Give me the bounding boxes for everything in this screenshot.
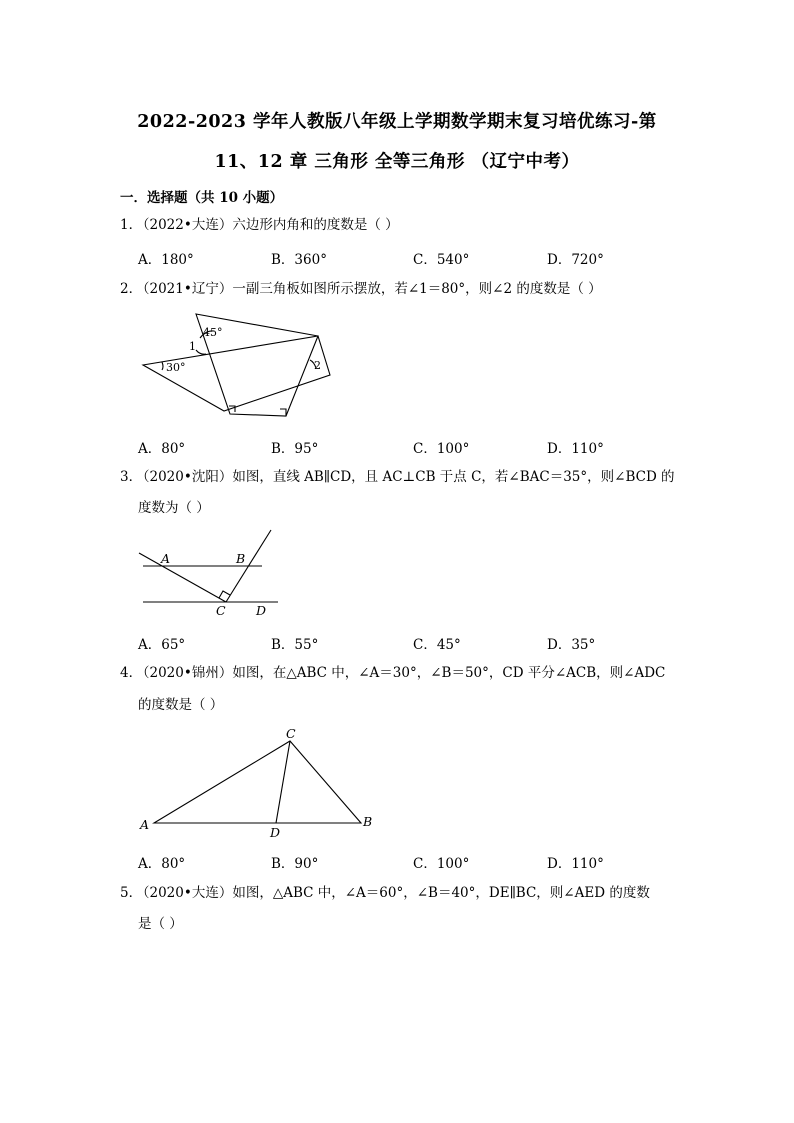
option-d: D．35° xyxy=(547,637,596,653)
label-45: 45° xyxy=(203,326,223,339)
question-text: （2020•沈阳）如图，直线 AB∥CD，且 AC⊥CB 于点 C，若∠BAC＝35°，则∠BCD 的 xyxy=(136,469,675,485)
option-d: D．720° xyxy=(547,252,604,268)
question-number: 5． xyxy=(120,885,143,901)
option-b: B．55° xyxy=(271,637,319,653)
question-4-options xyxy=(138,852,698,870)
option-a: A．180° xyxy=(138,252,194,268)
question-3-continued: 度数为（ ） xyxy=(138,500,210,516)
option-c: C．540° xyxy=(413,252,470,268)
question-text: （2021•辽宁）一副三角板如图所示摆放，若∠1＝80°，则∠2 的度数是（ ） xyxy=(136,281,602,297)
label-30: 30° xyxy=(166,361,186,374)
label-d: D xyxy=(256,603,267,618)
title-line-1: 2022-2023 学年人教版八年级上学期数学期末复习培优练习-第 xyxy=(137,112,657,132)
triangle-abc xyxy=(154,741,361,823)
section-heading: 一．选择题（共 10 小题） xyxy=(120,190,284,206)
option-b: B．95° xyxy=(271,441,319,457)
label-c: C xyxy=(216,603,226,618)
label-1: 1 xyxy=(189,340,196,353)
option-d: D．110° xyxy=(547,441,604,457)
option-c: C．100° xyxy=(413,856,470,872)
option-c: C．100° xyxy=(413,441,470,457)
label-2: 2 xyxy=(314,359,321,372)
question-text: （2020•大连）如图，△ABC 中，∠A＝60°，∠B＝40°，DE∥BC，则∠AED 的度数 xyxy=(136,885,650,901)
option-c: C．45° xyxy=(413,637,461,653)
label-c: C xyxy=(286,726,296,741)
question-text: （2022•大连）六边形内角和的度数是（ ） xyxy=(136,217,399,233)
segment-cd xyxy=(276,741,290,823)
option-a: A．65° xyxy=(138,637,186,653)
label-b: B xyxy=(363,814,373,829)
question-number: 1． xyxy=(120,217,143,233)
question-5-continued: 是（ ） xyxy=(138,916,183,932)
option-a: A．80° xyxy=(138,856,186,872)
label-b: B xyxy=(236,551,246,566)
option-b: B．360° xyxy=(271,252,327,268)
option-a: A．80° xyxy=(138,441,186,457)
question-4-continued: 的度数是（ ） xyxy=(138,697,224,713)
question-text: （2020•锦州）如图，在△ABC 中，∠A＝30°，∠B＝50°，CD 平分∠ACB，则∠ADC xyxy=(136,665,666,681)
option-d: D．110° xyxy=(547,856,604,872)
label-a: A xyxy=(140,817,150,832)
label-a: A xyxy=(161,551,171,566)
question-number: 4． xyxy=(120,665,143,681)
question-number: 2． xyxy=(120,281,143,297)
question-5 xyxy=(120,884,650,902)
option-b: B．90° xyxy=(271,856,319,872)
question-number: 3． xyxy=(120,469,143,485)
title-line-2: 11、12 章 三角形 全等三角形 （辽宁中考） xyxy=(214,152,580,172)
label-d: D xyxy=(270,825,281,840)
